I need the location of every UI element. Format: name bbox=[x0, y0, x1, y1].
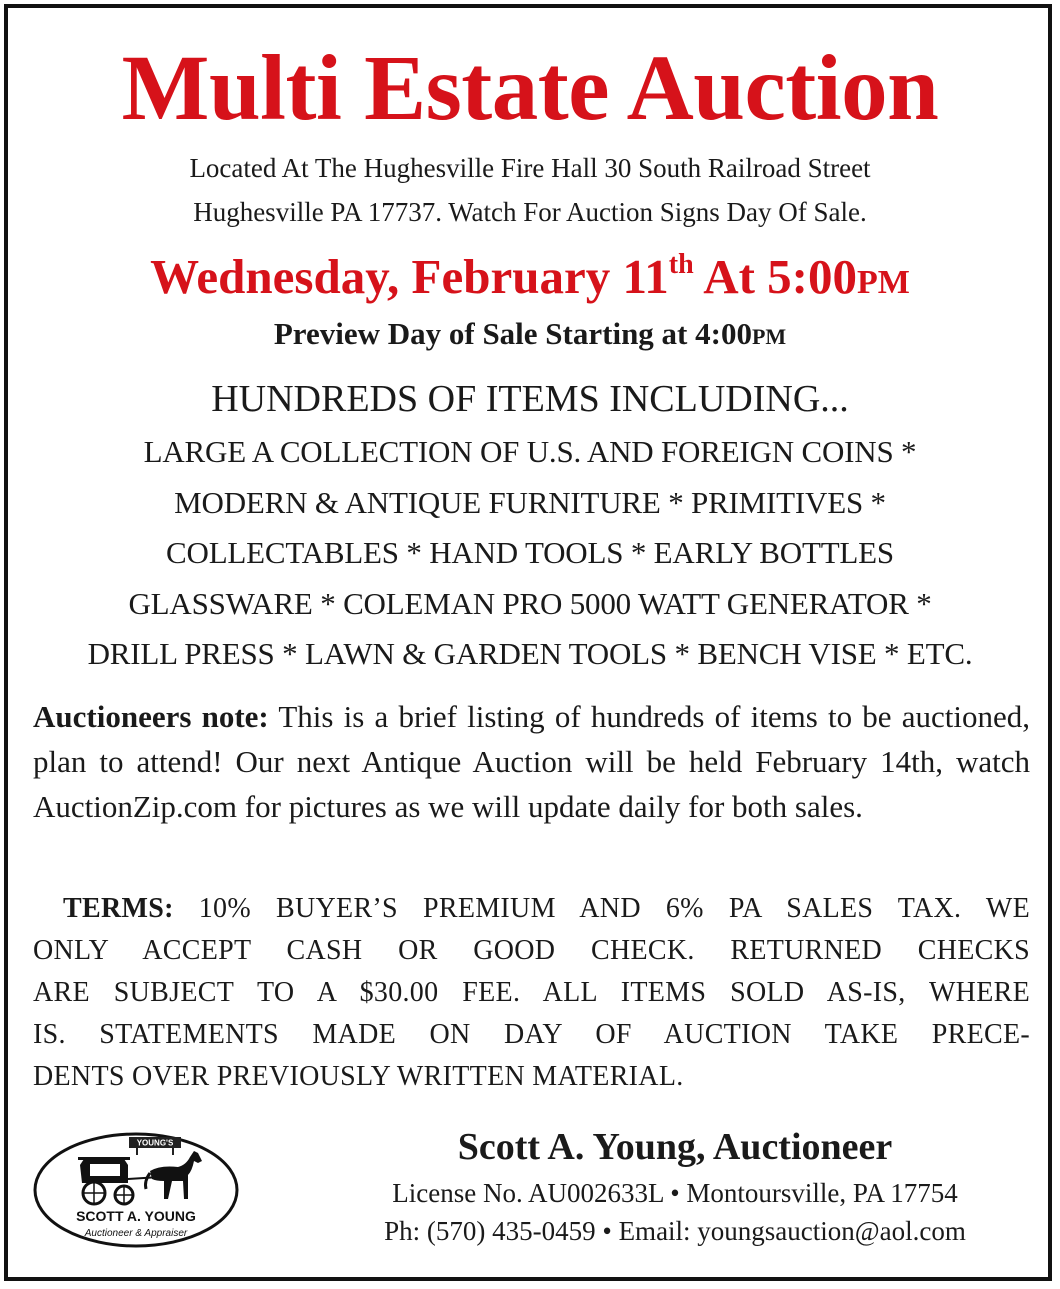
auctioneers-note bbox=[33, 694, 1030, 829]
items-line-2: MODERN & ANTIQUE FURNITURE * PRIMITIVES * bbox=[174, 485, 886, 520]
note-text: This is a brief listing of hundreds of items to be auctioned, plan to attend! Our next Antique Auction will be held February 14th, watch AuctionZip.com for pictures as we will update daily for both sales. bbox=[33, 699, 1030, 824]
auction-date bbox=[0, 249, 1060, 304]
terms-line-4: IS. STATEMENTS MADE ON DAY OF AUCTION TAKE PRECE- bbox=[33, 1019, 1030, 1050]
location-line-2: Hughesville PA 17737. Watch For Auction Signs Day Of Sale. bbox=[193, 197, 867, 227]
logo-sign-text: YOUNG'S bbox=[136, 1138, 174, 1148]
preview-text: Preview Day of Sale Starting at 4:00 bbox=[273, 316, 752, 351]
date-time: At 5:00 bbox=[693, 249, 857, 304]
items-heading: HUNDREDS OF ITEMS INCLUDING... bbox=[211, 378, 849, 420]
note-label: Auctioneers note: bbox=[33, 699, 269, 734]
terms-line-1: TERMS: 10% BUYER’S PREMIUM AND 6% PA SALES TAX. WE bbox=[63, 893, 1030, 924]
auctioneer-logo bbox=[32, 1131, 240, 1249]
preview-time bbox=[0, 318, 1060, 349]
date-ordinal-suffix: th bbox=[668, 249, 694, 280]
auctioneer-name: Scott A. Young, Auctioneer bbox=[457, 1126, 893, 1168]
logo-name: SCOTT A. YOUNG bbox=[76, 1208, 196, 1224]
terms-line-2: ONLY ACCEPT CASH OR GOOD CHECK. RETURNED CHECKS bbox=[33, 935, 1030, 966]
terms-line-3: ARE SUBJECT TO A $30.00 FEE. ALL ITEMS SOLD AS-IS, WHERE bbox=[33, 977, 1030, 1008]
terms-line-5: DENTS OVER PREVIOUSLY WRITTEN MATERIAL. bbox=[33, 1061, 684, 1092]
date-day: Wednesday, February 11 bbox=[150, 249, 669, 304]
items-line-3: COLLECTABLES * HAND TOOLS * EARLY BOTTLES bbox=[166, 535, 894, 570]
date-ampm: pm bbox=[857, 249, 910, 304]
terms-label: TERMS: bbox=[63, 893, 174, 924]
location-line-1: Located At The Hughesville Fire Hall 30 South Railroad Street bbox=[189, 153, 871, 183]
items-line-1: LARGE A COLLECTION OF U.S. AND FOREIGN COINS * bbox=[143, 434, 917, 469]
auctioneer-license: License No. AU002633L • Montoursville, PA 17754 bbox=[392, 1178, 958, 1208]
items-line-5: DRILL PRESS * LAWN & GARDEN TOOLS * BENCH VISE * ETC. bbox=[87, 636, 973, 671]
preview-ampm: pm bbox=[751, 316, 787, 351]
auction-title: Multi Estate Auction bbox=[121, 37, 939, 140]
terms-block bbox=[33, 888, 1030, 1098]
auctioneer-contact: Ph: (570) 435-0459 • Email: youngsauction@aol.com bbox=[384, 1216, 966, 1246]
items-line-4: GLASSWARE * COLEMAN PRO 5000 WATT GENERATOR * bbox=[128, 586, 932, 621]
logo-tagline: Auctioneer & Appraiser bbox=[84, 1228, 188, 1239]
